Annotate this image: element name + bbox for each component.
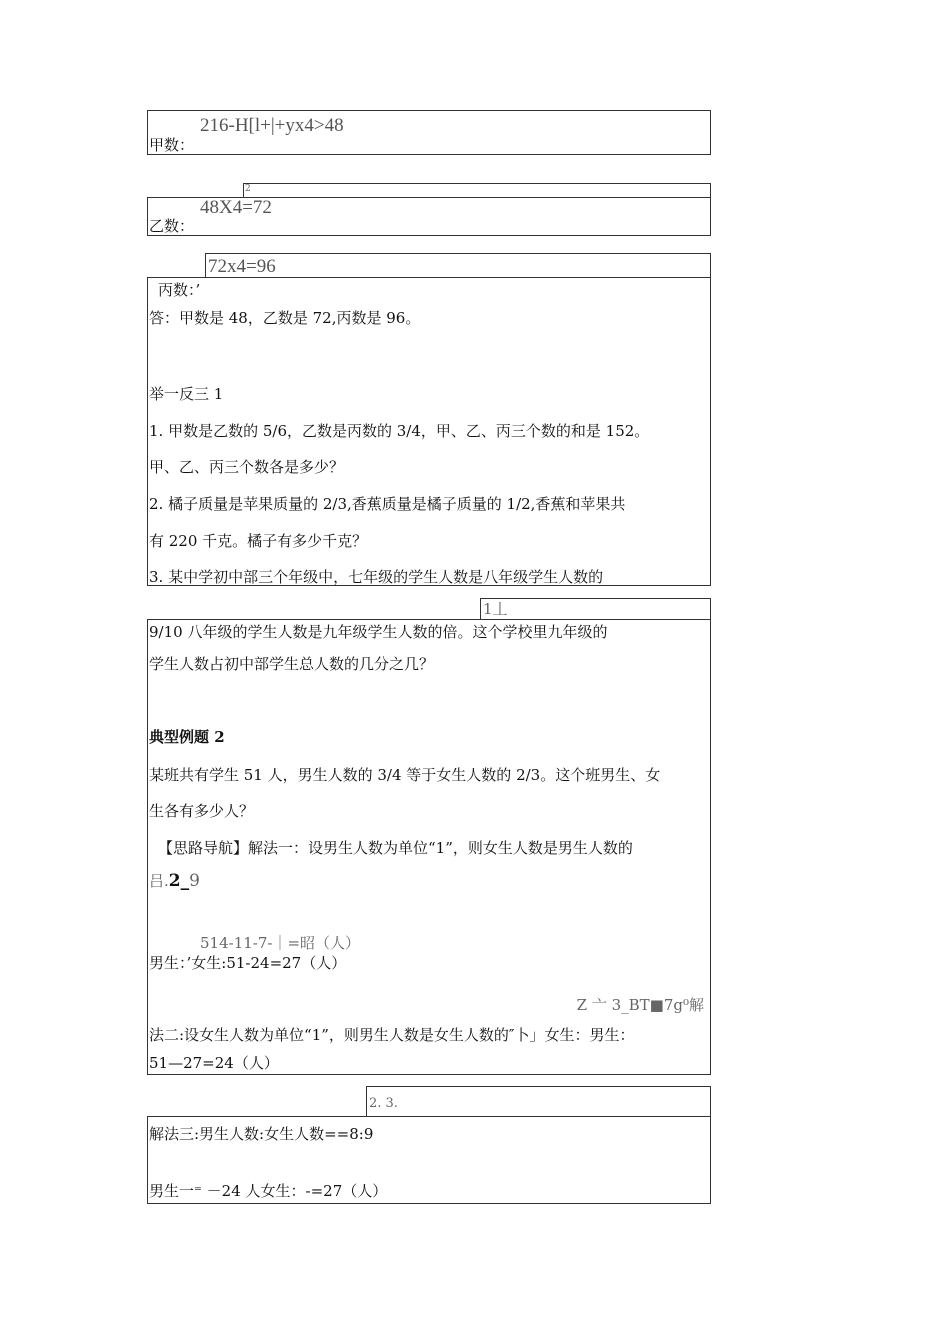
question-3-line-3: 学生人数占初中部学生总人数的几分之几？ <box>149 655 435 673</box>
garbled-text: Z 亠 3_BT■7g⁰解 <box>576 996 704 1014</box>
formula-box-bing <box>205 253 711 278</box>
label-jia: 甲数： <box>149 136 195 154</box>
label-bing: 丙数：’ <box>158 281 201 299</box>
tag-1: 1丄 <box>483 600 508 618</box>
question-2-line-1: 2. 橘子质量是苹果质量的 2/3,香蕉质量是橘子质量的 1/2,香蕉和苹果共 <box>149 495 626 513</box>
calc-box-yi <box>147 197 711 236</box>
question-3-line-2: 9/10 八年级的学生人数是九年级学生人数的倍。这个学校里九年级的 <box>149 623 608 641</box>
hint-line: 【思路导航】解法一：设男生人数为单位“1”，则女生人数是男生人数的 <box>158 839 633 857</box>
fraction-numerator: 2_ <box>168 871 190 891</box>
sup-mark: 2 <box>245 184 251 194</box>
fraction-row <box>149 873 200 890</box>
content-box-1 <box>147 277 711 586</box>
calc-line-2: 男生：’女生:51-24=27（人） <box>149 954 347 972</box>
formula-bing: 72x4=96 <box>208 256 276 277</box>
fraction-prefix: 吕. <box>149 872 169 890</box>
section-heading-1: 举一反三 1 <box>149 385 224 403</box>
label-yi: 乙数： <box>149 217 195 235</box>
calc-box-jia <box>147 110 711 155</box>
answer-text: 答：甲数是 48，乙数是 72,丙数是 96。 <box>149 309 421 327</box>
method-3-line-2: 男生一⁼ －24 人女生：-=27（人） <box>149 1182 388 1200</box>
sup-box <box>243 183 711 198</box>
section-heading-2: 典型例题 2 <box>149 728 225 746</box>
method-2-line-2: 51—27=24（人） <box>149 1054 279 1072</box>
question-1-line-1: 1. 甲数是乙数的 5/6，乙数是丙数的 3/4，甲、乙、丙三个数的和是 152。 <box>149 422 650 440</box>
method-3-line-1: 解法三:男生人数:女生人数==8:9 <box>149 1125 374 1143</box>
content-box-3 <box>147 1116 711 1204</box>
fraction-denominator: 9 <box>189 871 200 891</box>
tag-box-2 <box>366 1086 711 1117</box>
question-3-line-1: 3. 某中学初中部三个年级中，七年级的学生人数是八年级学生人数的 <box>149 568 604 586</box>
question-2-line-2: 有 220 千克。橘子有多少千克？ <box>149 532 368 550</box>
question-1-line-2: 甲、乙、丙三个数各是多少？ <box>149 458 345 476</box>
example-line-2: 生各有多少人？ <box>149 802 255 820</box>
method-2-line-1: 法二:设女生人数为单位“1”，则男生人数是女生人数的″卜」女生：男生： <box>149 1026 635 1044</box>
tag-2: 2. 3. <box>369 1096 398 1111</box>
formula-yi: 48X4=72 <box>200 197 272 218</box>
formula-jia: 216-H[l+|+yx4>48 <box>200 115 344 136</box>
calc-line-1: 514-11-7-｜=昭（人） <box>200 934 361 952</box>
tag-box-1 <box>480 598 711 620</box>
example-line-1: 某班共有学生 51 人，男生人数的 3/4 等于女生人数的 2/3。这个班男生、女 <box>149 766 661 784</box>
content-box-2 <box>147 619 711 1075</box>
